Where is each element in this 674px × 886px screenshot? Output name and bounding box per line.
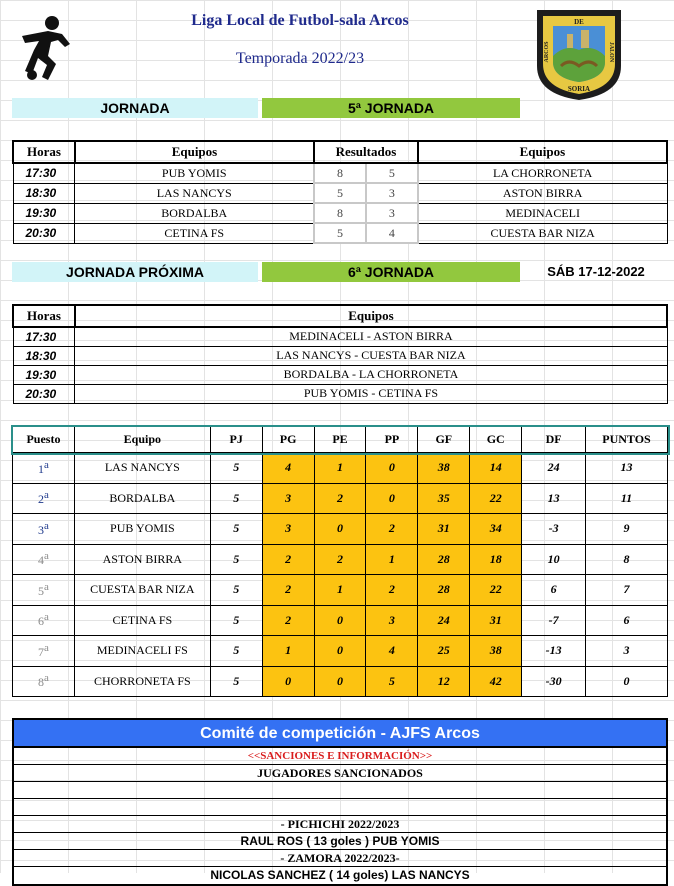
- header-pp: PP: [366, 427, 418, 453]
- played: 5: [210, 453, 262, 484]
- drawn: 1: [314, 453, 366, 484]
- goal-difference: 6: [522, 575, 586, 606]
- header-equipos: Equipos: [75, 305, 667, 327]
- table-row: [13, 453, 668, 484]
- team-name: ASTON BIRRA: [74, 544, 210, 575]
- drawn: 2: [314, 544, 366, 575]
- header-df: DF: [522, 427, 586, 453]
- position: 1$^a$: [13, 453, 75, 484]
- table-row: [13, 163, 667, 183]
- played: 5: [210, 483, 262, 514]
- goal-difference: -30: [522, 666, 586, 697]
- header-equipo: Equipo: [74, 427, 210, 453]
- next-round-label: JORNADA PRÓXIMA: [12, 262, 258, 282]
- team-name: BORDALBA: [74, 483, 210, 514]
- points: 8: [586, 544, 668, 575]
- goals-against: 31: [470, 605, 522, 636]
- goal-difference: -3: [522, 514, 586, 545]
- suspended-players-list: [14, 782, 666, 799]
- table-row: [13, 636, 668, 667]
- played: 5: [210, 575, 262, 606]
- home-team: BORDALBA: [75, 203, 314, 223]
- header-pe: PE: [314, 427, 366, 453]
- header-equipos-home: Equipos: [75, 141, 314, 163]
- team-name: MEDINACELI FS: [74, 636, 210, 667]
- played: 5: [210, 514, 262, 545]
- drawn: 0: [314, 605, 366, 636]
- away-goals: 3: [366, 183, 418, 203]
- goals-for: 31: [418, 514, 470, 545]
- goal-difference: 10: [522, 544, 586, 575]
- played: 5: [210, 636, 262, 667]
- arcos-jalon-crest: [531, 6, 627, 102]
- points: 11: [586, 483, 668, 514]
- won: 0: [262, 666, 314, 697]
- next-round-date: SÁB 17-12-2022: [547, 264, 645, 279]
- goals-for: 28: [418, 544, 470, 575]
- won: 1: [262, 636, 314, 667]
- drawn: 0: [314, 514, 366, 545]
- goal-difference: -7: [522, 605, 586, 636]
- played: 5: [210, 666, 262, 697]
- crest-top-text: DE: [574, 18, 584, 26]
- lost: 0: [366, 453, 418, 484]
- goals-against: 34: [470, 514, 522, 545]
- won: 2: [262, 605, 314, 636]
- goals-against: 22: [470, 575, 522, 606]
- won: 2: [262, 544, 314, 575]
- standings-header-row: [13, 427, 668, 453]
- lost: 2: [366, 514, 418, 545]
- lost: 4: [366, 636, 418, 667]
- table-row: [13, 365, 667, 384]
- suspended-players-heading: JUGADORES SANCIONADOS: [14, 765, 666, 782]
- goals-for: 25: [418, 636, 470, 667]
- jornada-number: 5ª JORNADA: [262, 98, 520, 118]
- lost: 2: [366, 575, 418, 606]
- drawn: 0: [314, 666, 366, 697]
- lost: 5: [366, 666, 418, 697]
- home-goals: 8: [314, 163, 366, 183]
- sanctions-heading: <<SANCIONES E INFORMACIÓN>>: [14, 748, 666, 765]
- home-goals: 5: [314, 223, 366, 243]
- lost: 3: [366, 605, 418, 636]
- header-horas: Horas: [13, 141, 75, 163]
- next-header-row: [13, 305, 667, 327]
- zamora-heading: - ZAMORA 2022/2023-: [14, 850, 666, 867]
- table-row: [13, 666, 668, 697]
- team-name: CETINA FS: [74, 605, 210, 636]
- results-table: [12, 140, 668, 244]
- goals-against: 18: [470, 544, 522, 575]
- jornada-label: JORNADA: [12, 98, 258, 118]
- away-team: ASTON BIRRA: [418, 183, 667, 203]
- header-puesto: Puesto: [13, 427, 75, 453]
- away-goals: 4: [366, 223, 418, 243]
- results-header-row: [13, 141, 667, 163]
- points: 9: [586, 514, 668, 545]
- position: 8$^a$: [13, 666, 75, 697]
- home-goals: 5: [314, 183, 366, 203]
- header-pj: PJ: [210, 427, 262, 453]
- match-time: 17:30: [13, 163, 75, 183]
- header-pg: PG: [262, 427, 314, 453]
- lost: 1: [366, 544, 418, 575]
- fixture: PUB YOMIS - CETINA FS: [75, 384, 667, 403]
- team-name: PUB YOMIS: [74, 514, 210, 545]
- position: 4$^a$: [13, 544, 75, 575]
- points: 0: [586, 666, 668, 697]
- table-row: [13, 483, 668, 514]
- header-gf: GF: [418, 427, 470, 453]
- fixture: MEDINACELI - ASTON BIRRA: [75, 327, 667, 346]
- table-row: [13, 605, 668, 636]
- match-time: 19:30: [13, 365, 75, 384]
- league-title: Liga Local de Futbol-sala Arcos: [191, 12, 409, 29]
- table-row: [13, 575, 668, 606]
- goals-against: 38: [470, 636, 522, 667]
- home-team: CETINA FS: [75, 223, 314, 243]
- match-time: 20:30: [13, 384, 75, 403]
- goals-for: 24: [418, 605, 470, 636]
- header-equipos-away: Equipos: [418, 141, 667, 163]
- zamora-value: NICOLAS SANCHEZ ( 14 goles) LAS NANCYS: [210, 868, 470, 882]
- header-resultados: Resultados: [314, 141, 418, 163]
- fixture: BORDALBA - LA CHORRONETA: [75, 365, 667, 384]
- home-team: PUB YOMIS: [75, 163, 314, 183]
- drawn: 2: [314, 483, 366, 514]
- goals-for: 28: [418, 575, 470, 606]
- table-row: [13, 384, 667, 403]
- goals-against: 22: [470, 483, 522, 514]
- lost: 0: [366, 483, 418, 514]
- away-team: MEDINACELI: [418, 203, 667, 223]
- points: 3: [586, 636, 668, 667]
- drawn: 0: [314, 636, 366, 667]
- pichichi-heading: - PICHICHI 2022/2023: [14, 816, 666, 833]
- points: 13: [586, 453, 668, 484]
- position: 2$^a$: [13, 483, 75, 514]
- fixture: LAS NANCYS - CUESTA BAR NIZA: [75, 346, 667, 365]
- position: 7$^a$: [13, 636, 75, 667]
- won: 2: [262, 575, 314, 606]
- table-row: [13, 223, 667, 243]
- pichichi-value: RAUL ROS ( 13 goles ) PUB YOMIS: [14, 833, 666, 850]
- header-gc: GC: [470, 427, 522, 453]
- crest-bottom-text: SORIA: [567, 85, 591, 93]
- header-horas: Horas: [13, 305, 75, 327]
- won: 4: [262, 453, 314, 484]
- crest-left-text: ARCOS: [544, 41, 550, 63]
- goals-for: 35: [418, 483, 470, 514]
- table-row: [13, 183, 667, 203]
- team-name: CHORRONETA FS: [74, 666, 210, 697]
- header-puntos: PUNTOS: [586, 427, 668, 453]
- table-row: [13, 544, 668, 575]
- footballer-icon: [18, 14, 74, 84]
- won: 3: [262, 483, 314, 514]
- table-row: [13, 203, 667, 223]
- goals-for: 12: [418, 666, 470, 697]
- team-name: CUESTA BAR NIZA: [74, 575, 210, 606]
- away-team: LA CHORRONETA: [418, 163, 667, 183]
- home-goals: 8: [314, 203, 366, 223]
- away-team: CUESTA BAR NIZA: [418, 223, 667, 243]
- position: 6$^a$: [13, 605, 75, 636]
- away-goals: 3: [366, 203, 418, 223]
- drawn: 1: [314, 575, 366, 606]
- played: 5: [210, 544, 262, 575]
- points: 7: [586, 575, 668, 606]
- next-round-table: [12, 304, 668, 404]
- goal-difference: -13: [522, 636, 586, 667]
- home-team: LAS NANCYS: [75, 183, 314, 203]
- match-time: 19:30: [13, 203, 75, 223]
- won: 3: [262, 514, 314, 545]
- committee-panel: [12, 718, 668, 886]
- crest-right-text: JALON: [608, 41, 614, 63]
- played: 5: [210, 605, 262, 636]
- committee-title: Comité de competición - AJFS Arcos: [14, 720, 666, 748]
- goal-difference: 24: [522, 453, 586, 484]
- season-label: Temporada 2022/23: [235, 50, 365, 67]
- standings-table: [12, 426, 668, 697]
- match-time: 18:30: [13, 183, 75, 203]
- blank-row: [14, 799, 666, 816]
- table-row: [13, 327, 667, 346]
- table-row: [13, 346, 667, 365]
- match-time: 18:30: [13, 346, 75, 365]
- position: 3$^a$: [13, 514, 75, 545]
- goal-difference: 13: [522, 483, 586, 514]
- away-goals: 5: [366, 163, 418, 183]
- goals-for: 38: [418, 453, 470, 484]
- points: 6: [586, 605, 668, 636]
- goals-against: 42: [470, 666, 522, 697]
- goals-against: 14: [470, 453, 522, 484]
- match-time: 17:30: [13, 327, 75, 346]
- next-round-number: 6ª JORNADA: [262, 262, 520, 282]
- team-name: LAS NANCYS: [74, 453, 210, 484]
- table-row: [13, 514, 668, 545]
- match-time: 20:30: [13, 223, 75, 243]
- position: 5$^a$: [13, 575, 75, 606]
